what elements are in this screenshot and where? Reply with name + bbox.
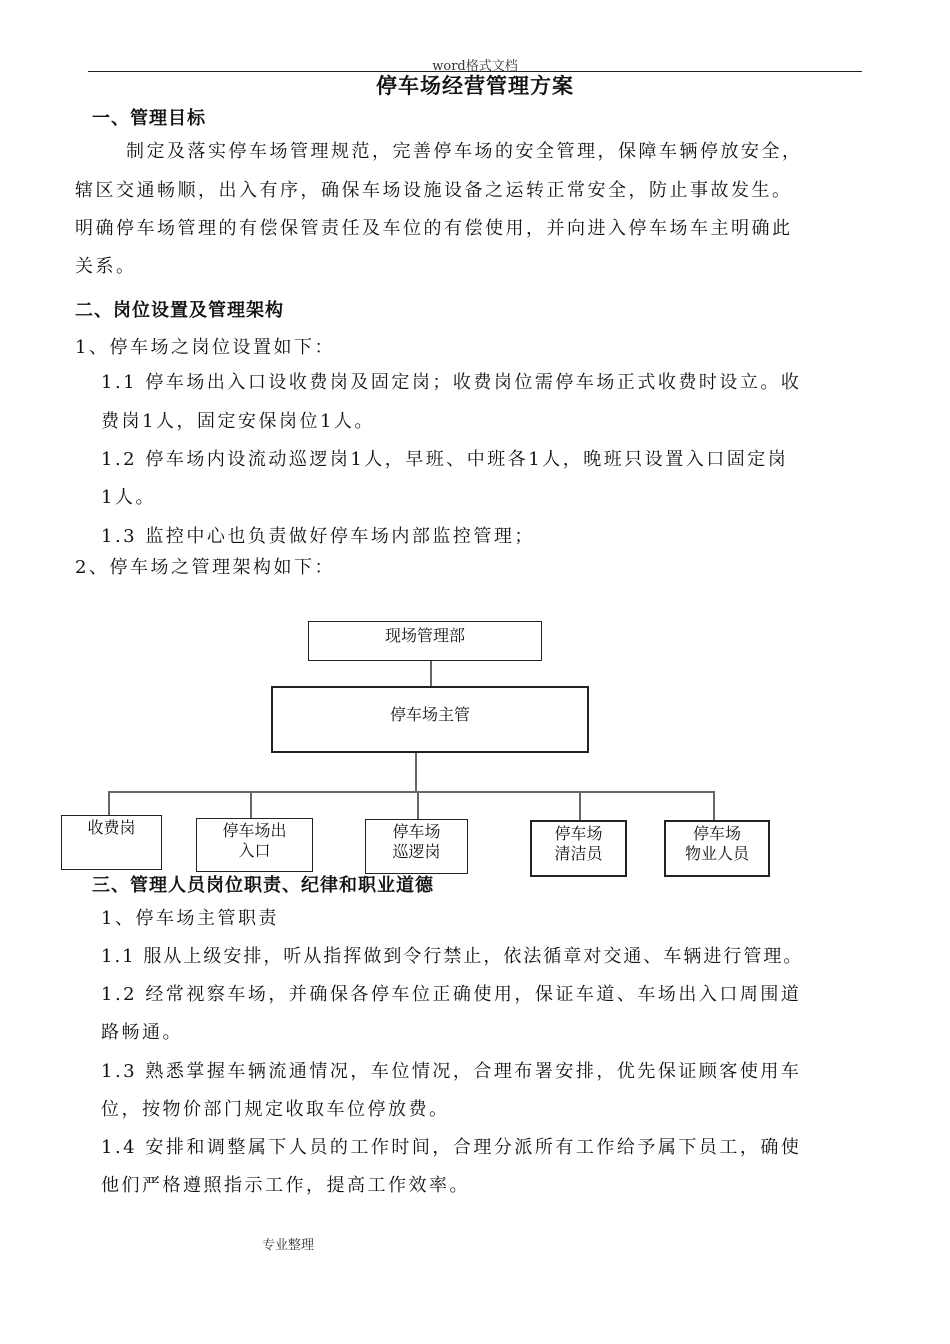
section-1-line-1: 制定及落实停车场管理规范，完善停车场的安全管理，保障车辆停放安全， [126,141,803,162]
org-connector-drop-1 [108,791,110,815]
org-connector-drop-3 [417,791,419,819]
org-box-cleaner-line-2: 清洁员 [554,844,603,863]
section-3-item-1-3-line-2: 位，按物价部门规定收取车位停放费。 [101,1099,450,1120]
org-connector-top [430,661,432,687]
org-box-patrol-line-2: 巡逻岗 [392,842,441,861]
section-3-item-1-2-line-1: 1.2 经常视察车场，并确保各停车位正确使用，保证车道、车场出入口周围道 [101,984,802,1005]
org-connector-drop-5 [713,791,715,820]
section-3-item-1-1: 1.1 服从上级安排，听从指挥做到令行禁止，依法循章对交通、车辆进行管理。 [101,946,804,967]
section-3-item-1: 1、停车场主管职责 [101,908,279,929]
section-1-line-3: 明确停车场管理的有偿保管责任及车位的有偿使用，并向进入停车场车主明确此 [75,218,793,239]
org-box-property-staff-line-1: 停车场 [692,824,741,843]
org-box-cleaner [530,820,627,877]
org-box-cleaner-line-1: 停车场 [554,824,603,843]
section-2-item-1-3: 1.3 监控中心也负责做好停车场内部监控管理； [101,526,535,547]
org-connector-drop-2 [250,791,252,818]
org-box-site-management [308,621,542,661]
section-2-item-1-1-line-2: 费岗1人，固定安保岗位1人。 [101,411,375,432]
section-2-item-1-1-line-1: 1.1 停车场出入口设收费岗及固定岗；收费岗位需停车场正式收费时设立。收 [101,372,802,393]
org-box-entrance-exit [196,818,313,872]
section-2-item-2: 2、停车场之管理架构如下： [75,557,335,578]
org-box-patrol [365,819,468,874]
section-3-item-1-2-line-2: 路畅通。 [101,1022,183,1043]
document-title: 停车场经营管理方案 [376,73,574,98]
section-3-item-1-4-line-1: 1.4 安排和调整属下人员的工作时间，合理分派所有工作给予属下员工，确使 [101,1137,802,1158]
org-box-patrol-line-1: 停车场 [392,822,441,841]
section-1-line-4: 关系。 [75,256,137,277]
page-footer: 专业整理 [262,1238,315,1253]
section-3-item-1-3-line-1: 1.3 熟悉掌握车辆流通情况，车位情况，合理布署安排，优先保证顾客使用车 [101,1061,802,1082]
org-box-parking-manager-label: 停车场主管 [389,705,470,724]
org-box-entrance-exit-line-2: 入口 [238,841,271,860]
org-connector-manager-down [415,753,417,792]
org-box-entrance-exit-line-1: 停车场出 [222,821,287,840]
org-box-parking-manager [271,686,589,753]
org-box-site-management-label: 现场管理部 [384,626,465,645]
section-2-item-1-2-line-1: 1.2 停车场内设流动巡逻岗1人，早班、中班各1人，晚班只设置入口固定岗 [101,449,789,470]
section-1-heading: 一、管理目标 [92,108,206,129]
section-3-heading: 三、管理人员岗位职责、纪律和职业道德 [92,875,434,896]
section-2-item-1-2-line-2: 1人。 [101,487,156,508]
org-box-toll-booth [61,815,162,870]
org-box-property-staff-line-2: 物业人员 [684,844,749,863]
org-connector-horizontal [108,791,714,793]
org-box-toll-booth-label: 收费岗 [87,818,136,837]
section-3-item-1-4-line-2: 他们严格遵照指示工作，提高工作效率。 [101,1175,470,1196]
org-box-property-staff [664,820,770,877]
section-2-heading: 二、岗位设置及管理架构 [75,300,284,321]
org-connector-drop-4 [579,791,581,820]
page-header: word格式文档 [432,59,518,74]
section-1-line-2: 辖区交通畅顺，出入有序，确保车场设施设备之运转正常安全，防止事故发生。 [75,180,793,201]
section-2-item-1: 1、停车场之岗位设置如下： [75,337,335,358]
